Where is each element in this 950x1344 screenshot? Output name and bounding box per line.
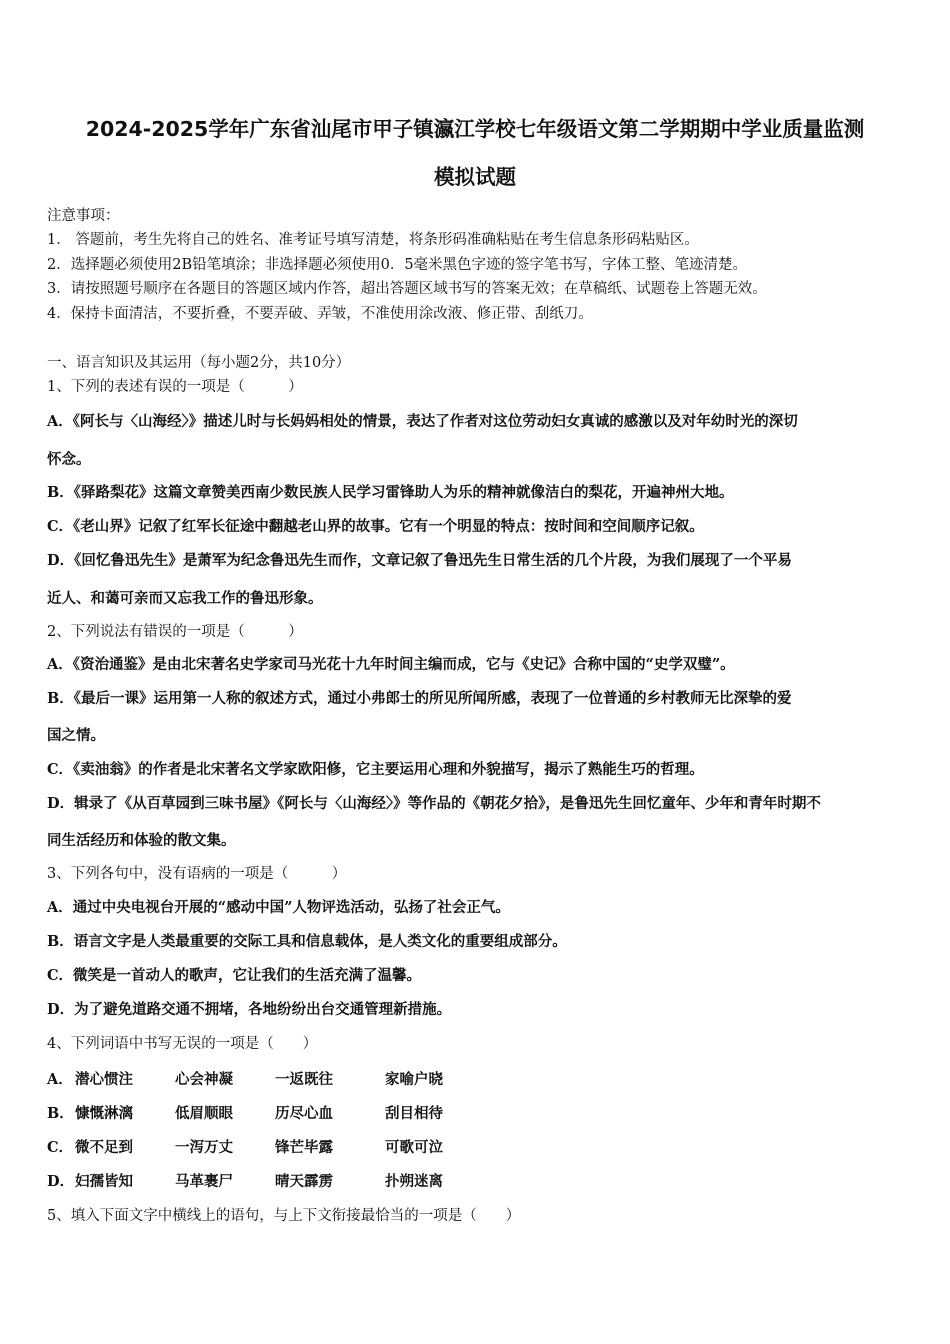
option-word: 锋芒毕露 [275,1139,333,1156]
notice-heading: 注意事项： [47,208,120,224]
notice-item: 1． 答题前，考生先将自己的姓名、准考证号填写清楚，将条形码准确粘贴在考生信息条形码粘贴区。 [47,232,699,248]
question-3-option-d: D．为了避免道路交通不拥堵，各地纷纷出台交通管理新措施。 [47,1001,452,1018]
notice-item: 3．请按照题号顺序在各题目的答题区域内作答，超出答题区域书写的答案无效；在草稿纸、试题卷上答题无效。 [47,281,767,297]
option-label: A． [47,1071,73,1088]
option-word: 一返既往 [275,1071,333,1088]
question-2-option-d-cont: 同生活经历和体验的散文集。 [47,832,236,849]
option-word: 家喻户晓 [385,1071,443,1088]
question-1-stem: 1、下列的表述有误的一项是（ ） [47,379,303,395]
option-word: 心会神凝 [175,1071,233,1088]
question-3-option-c: C．微笑是一首动人的歌声，它让我们的生活充满了温馨。 [47,967,422,984]
option-word: 潜心惯注 [75,1071,133,1088]
option-word: 可歌可泣 [385,1139,443,1156]
question-4-option-d [47,1170,443,1191]
question-3-option-b: B．语言文字是人类最重要的交际工具和信息载体，是人类文化的重要组成部分。 [47,933,567,950]
option-word: 一泻万丈 [175,1139,233,1156]
option-word: 马革裹尸 [175,1173,233,1190]
option-label: D． [47,1173,75,1190]
option-label: B． [47,1105,74,1122]
option-word: 扑朔迷离 [385,1173,443,1190]
page-title-line2: 模拟试题 [434,165,516,189]
question-2-option-b-cont: 国之情。 [47,727,105,744]
question-2-stem: 2、下列说法有错误的一项是（ ） [47,624,303,640]
question-3-stem: 3、下列各句中，没有语病的一项是（ ） [47,866,347,882]
option-word: 低眉顺眼 [175,1105,233,1122]
option-word: 妇孺皆知 [75,1173,133,1190]
option-word: 晴天霹雳 [275,1173,333,1190]
option-word: 刮目相待 [385,1105,443,1122]
question-2-option-c: C．《卖油翁》的作者是北宋著名文学家欧阳修，它主要运用心理和外貌描写，揭示了熟能生巧的哲理。 [47,761,704,778]
question-3-option-a: A．通过中央电视台开展的“感动中国”人物评选活动，弘扬了社会正气。 [47,899,510,916]
page-title: 2024-2025学年广东省汕尾市甲子镇瀛江学校七年级语文第二学期期中学业质量监测 [85,117,865,141]
option-word: 微不足到 [75,1139,133,1156]
section-heading: 一、语言知识及其运用（每小题2分，共10分） [47,355,351,371]
notice-item: 4．保持卡面清洁，不要折叠，不要弄破、弄皱，不准使用涂改液、修正带、刮纸刀。 [47,306,593,322]
question-4-option-a [47,1068,443,1089]
question-1-option-a: A．《阿长与〈山海经〉》描述儿时与长妈妈相处的情景，表达了作者对这位劳动妇女真诚的感激以及对年幼时光的深切 [47,413,798,430]
option-word: 慷慨淋漓 [75,1105,133,1122]
question-4-stem: 4、下列词语中书写无误的一项是（ ） [47,1036,318,1052]
question-1-option-a-cont: 怀念。 [47,451,91,468]
notice-item: 2．选择题必须使用2B铅笔填涂；非选择题必须使用0．5毫米黑色字迹的签字笔书写，字体工整、笔迹清楚。 [47,257,748,273]
question-5-stem: 5、填入下面文字中横线上的语句，与上下文衔接最恰当的一项是（ ） [47,1208,521,1224]
question-4-option-b [47,1102,443,1123]
question-2-option-d: D．辑录了《从百草园到三味书屋》《阿长与〈山海经〉》等作品的《朝花夕拾》，是鲁迅先生回忆童年、少年和青年时期不 [47,795,821,812]
question-1-option-d-cont: 近人、和蔼可亲而又忘我工作的鲁迅形象。 [47,590,323,607]
question-1-option-d: D．《回忆鲁迅先生》是萧军为纪念鲁迅先生而作，文章记叙了鲁迅先生日常生活的几个片段，为我们展现了一个平易 [47,552,792,569]
question-2-option-b: B．《最后一课》运用第一人称的叙述方式，通过小弗郎士的所见所闻所感，表现了一位普通的乡村教师无比深挚的爱 [47,690,792,707]
option-word: 历尽心血 [275,1105,333,1122]
option-label: C． [47,1139,74,1156]
question-1-option-c: C．《老山界》记叙了红军长征途中翻越老山界的故事。它有一个明显的特点：按时间和空间顺序记叙。 [47,518,704,535]
question-1-option-b: B．《驿路梨花》这篇文章赞美西南少数民族人民学习雷锋助人为乐的精神就像洁白的梨花，开遍神州大地。 [47,484,734,501]
question-4-option-c [47,1136,443,1157]
question-2-option-a: A．《资治通鉴》是由北宋著名史学家司马光花十九年时间主编而成，它与《史记》合称中国的“史学双璧”。 [47,656,735,673]
